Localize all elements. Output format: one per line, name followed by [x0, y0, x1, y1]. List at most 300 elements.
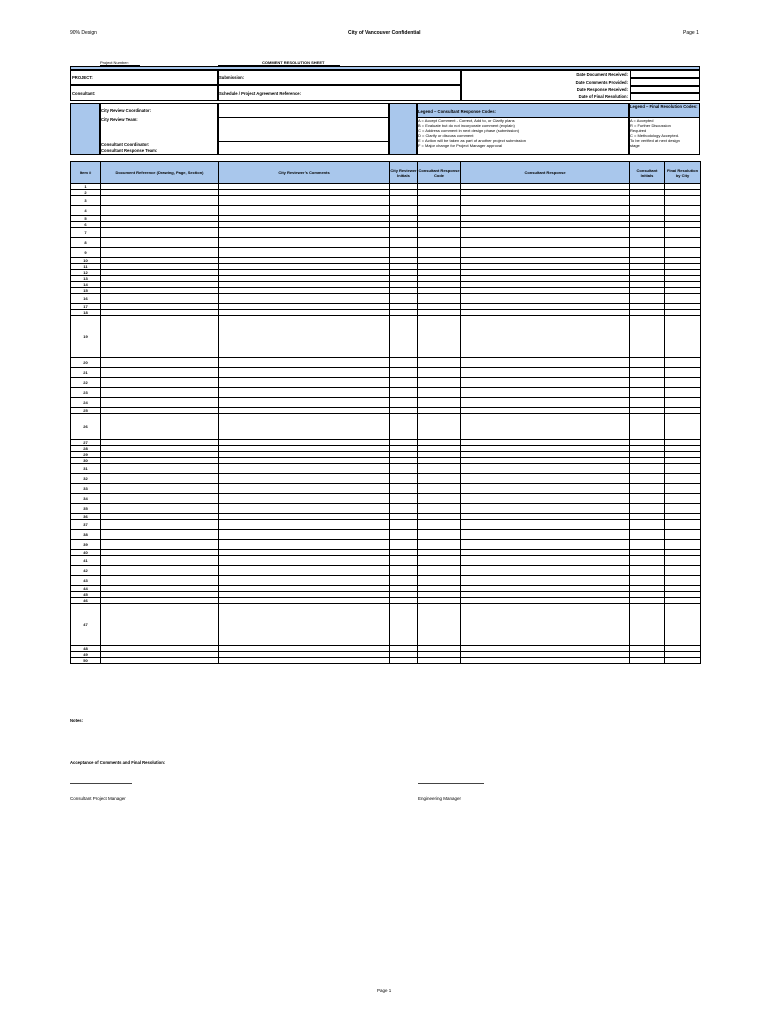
table-cell[interactable] — [418, 566, 461, 576]
item-number-cell: 23 — [71, 388, 101, 398]
table-row — [71, 474, 701, 484]
table-cell[interactable] — [390, 484, 418, 494]
table-cell[interactable] — [101, 316, 219, 358]
table-cell[interactable] — [101, 358, 219, 368]
table-cell[interactable] — [219, 238, 390, 248]
item-number-cell: 3 — [71, 196, 101, 206]
table-cell[interactable] — [390, 378, 418, 388]
table-cell[interactable] — [630, 368, 665, 378]
item-number-cell: 5 — [71, 216, 101, 222]
table-row — [71, 228, 701, 238]
table-cell[interactable] — [219, 228, 390, 238]
table-cell[interactable] — [665, 484, 701, 494]
table-cell[interactable] — [219, 294, 390, 304]
table-cell[interactable] — [101, 520, 219, 530]
date-final-resolution-field[interactable] — [630, 93, 700, 101]
engineering-manager-label: Engineering Manager — [418, 796, 462, 801]
table-cell[interactable] — [101, 388, 219, 398]
table-cell[interactable] — [630, 414, 665, 440]
item-number-cell: 35 — [71, 504, 101, 514]
table-cell[interactable] — [461, 248, 630, 258]
table-cell[interactable] — [390, 294, 418, 304]
table-cell[interactable] — [390, 576, 418, 586]
item-number-cell: 7 — [71, 228, 101, 238]
table-cell[interactable] — [390, 540, 418, 550]
page-number-footer: Page 1 — [377, 988, 392, 993]
table-cell[interactable] — [665, 494, 701, 504]
table-cell[interactable] — [461, 228, 630, 238]
item-number-cell: 16 — [71, 294, 101, 304]
table-cell[interactable] — [665, 398, 701, 408]
table-cell[interactable] — [418, 368, 461, 378]
col-consultant-response-code: Consultant Response Code — [418, 162, 461, 184]
table-cell[interactable] — [418, 378, 461, 388]
table-cell[interactable] — [630, 566, 665, 576]
table-cell[interactable] — [461, 368, 630, 378]
table-cell[interactable] — [219, 520, 390, 530]
table-cell[interactable] — [418, 540, 461, 550]
table-cell[interactable] — [390, 520, 418, 530]
sheet-title: COMMENT RESOLUTION SHEET — [262, 60, 325, 65]
table-cell[interactable] — [418, 504, 461, 514]
table-cell[interactable] — [418, 494, 461, 504]
col-item-number: Item # — [71, 162, 101, 184]
legend-response-code-d: D = Clarify or discuss comment — [418, 133, 474, 138]
table-cell[interactable] — [665, 504, 701, 514]
item-number-cell: 30 — [71, 458, 101, 464]
table-cell[interactable] — [630, 484, 665, 494]
legend-final-title: Legend – Final Resolution Codes: — [630, 104, 698, 109]
item-number-cell: 39 — [71, 540, 101, 550]
table-body — [71, 184, 701, 664]
table-cell[interactable] — [461, 464, 630, 474]
table-cell[interactable] — [219, 368, 390, 378]
table-cell[interactable] — [390, 368, 418, 378]
table-cell[interactable] — [418, 556, 461, 566]
item-number-cell: 10 — [71, 258, 101, 264]
table-cell[interactable] — [418, 520, 461, 530]
table-cell[interactable] — [390, 414, 418, 440]
table-cell[interactable] — [101, 566, 219, 576]
item-number-cell: 47 — [71, 604, 101, 646]
table-cell[interactable] — [390, 658, 418, 664]
item-number-cell: 29 — [71, 452, 101, 458]
table-cell[interactable] — [418, 358, 461, 368]
table-cell[interactable] — [101, 658, 219, 664]
date-comments-provided-field[interactable] — [630, 78, 700, 86]
team-side-band-mid — [389, 103, 417, 155]
table-cell[interactable] — [418, 414, 461, 440]
team-side-band-left — [70, 103, 100, 155]
project-label: PROJECT: — [72, 75, 93, 80]
table-row — [71, 520, 701, 530]
col-document-reference: Document Reference (Drawing, Page, Section) — [101, 162, 219, 184]
table-row — [71, 238, 701, 248]
city-review-coordinator-label: City Review Coordinator: — [101, 108, 152, 113]
team-names-field[interactable] — [218, 103, 389, 155]
item-number-cell: 21 — [71, 368, 101, 378]
table-cell[interactable] — [390, 566, 418, 576]
table-cell[interactable] — [665, 658, 701, 664]
table-cell[interactable] — [219, 464, 390, 474]
table-cell[interactable] — [665, 196, 701, 206]
table-cell[interactable] — [630, 576, 665, 586]
table-cell[interactable] — [665, 388, 701, 398]
table-cell[interactable] — [665, 414, 701, 440]
item-number-cell: 12 — [71, 270, 101, 276]
table-cell[interactable] — [219, 378, 390, 388]
project-number-label: Project Number: — [100, 60, 129, 65]
table-cell[interactable] — [461, 484, 630, 494]
table-cell[interactable] — [630, 474, 665, 484]
item-number-cell: 48 — [71, 646, 101, 652]
item-number-cell: 17 — [71, 304, 101, 310]
table-cell[interactable] — [461, 520, 630, 530]
table-cell[interactable] — [665, 540, 701, 550]
table-cell[interactable] — [665, 474, 701, 484]
table-row — [71, 556, 701, 566]
header-center: City of Vancouver Confidential — [348, 30, 421, 36]
item-number-cell: 43 — [71, 576, 101, 586]
table-cell[interactable] — [630, 238, 665, 248]
table-header-row — [71, 162, 701, 184]
table-row — [71, 566, 701, 576]
table-cell[interactable] — [630, 358, 665, 368]
table-row — [71, 576, 701, 586]
table-cell[interactable] — [630, 530, 665, 540]
item-number-cell: 40 — [71, 550, 101, 556]
item-number-cell: 46 — [71, 598, 101, 604]
table-cell[interactable] — [461, 414, 630, 440]
table-cell[interactable] — [219, 358, 390, 368]
table-cell[interactable] — [630, 520, 665, 530]
date-comments-provided-label: Date Comments Provided: — [575, 80, 628, 85]
table-cell[interactable] — [461, 378, 630, 388]
item-number-cell: 26 — [71, 414, 101, 440]
table-cell[interactable] — [219, 196, 390, 206]
header-left: 90% Design — [70, 30, 97, 36]
table-cell[interactable] — [101, 556, 219, 566]
table-cell[interactable] — [219, 388, 390, 398]
table-cell[interactable] — [390, 196, 418, 206]
table-cell[interactable] — [461, 494, 630, 504]
table-cell[interactable] — [390, 316, 418, 358]
table-cell[interactable] — [630, 658, 665, 664]
item-number-cell: 19 — [71, 316, 101, 358]
legend-response-code-e: E = Action will be taken as part of another project submission — [418, 138, 526, 143]
table-cell[interactable] — [390, 604, 418, 646]
table-cell[interactable] — [461, 604, 630, 646]
table-cell[interactable] — [390, 206, 418, 216]
table-cell[interactable] — [101, 464, 219, 474]
item-number-cell: 45 — [71, 592, 101, 598]
table-cell[interactable] — [630, 604, 665, 646]
item-number-cell: 37 — [71, 520, 101, 530]
table-cell[interactable] — [630, 494, 665, 504]
table-cell[interactable] — [101, 238, 219, 248]
item-number-cell: 15 — [71, 288, 101, 294]
item-number-cell: 49 — [71, 652, 101, 658]
table-cell[interactable] — [101, 494, 219, 504]
table-cell[interactable] — [630, 378, 665, 388]
table-cell[interactable] — [461, 388, 630, 398]
table-cell[interactable] — [461, 540, 630, 550]
table-cell[interactable] — [418, 464, 461, 474]
item-number-cell: 14 — [71, 282, 101, 288]
item-number-cell: 13 — [71, 276, 101, 282]
table-cell[interactable] — [630, 540, 665, 550]
table-cell[interactable] — [101, 196, 219, 206]
table-cell[interactable] — [101, 398, 219, 408]
table-cell[interactable] — [461, 566, 630, 576]
table-cell[interactable] — [461, 238, 630, 248]
item-number-cell: 22 — [71, 378, 101, 388]
table-cell[interactable] — [418, 206, 461, 216]
table-cell[interactable] — [101, 228, 219, 238]
table-cell[interactable] — [665, 464, 701, 474]
table-cell[interactable] — [665, 378, 701, 388]
city-review-team-label: City Review Team: — [101, 117, 138, 122]
table-cell[interactable] — [390, 238, 418, 248]
table-cell[interactable] — [101, 248, 219, 258]
legend-final-line-4: C = Methodology Accepted. — [630, 133, 680, 138]
table-cell[interactable] — [418, 658, 461, 664]
table-cell[interactable] — [665, 604, 701, 646]
header-page: Page 1 — [683, 30, 699, 36]
item-number-cell: 50 — [71, 658, 101, 664]
item-number-cell: 38 — [71, 530, 101, 540]
table-cell[interactable] — [461, 358, 630, 368]
item-number-cell: 25 — [71, 408, 101, 414]
table-cell[interactable] — [461, 504, 630, 514]
table-cell[interactable] — [390, 556, 418, 566]
col-city-reviewer-initials: City Reviewer Initials — [390, 162, 418, 184]
team-divider-2 — [218, 141, 389, 142]
table-cell[interactable] — [665, 556, 701, 566]
table-cell[interactable] — [219, 398, 390, 408]
table-cell[interactable] — [630, 228, 665, 238]
legend-response-code-b: B = Evaluate but do not incorporate comment (explain) — [418, 123, 515, 128]
table-cell[interactable] — [461, 294, 630, 304]
comment-table — [70, 161, 701, 664]
table-cell[interactable] — [461, 206, 630, 216]
table-row — [71, 504, 701, 514]
table-cell[interactable] — [390, 494, 418, 504]
table-cell[interactable] — [461, 658, 630, 664]
table-cell[interactable] — [219, 484, 390, 494]
legend-final-line-1: A = Accepted — [630, 118, 654, 123]
table-cell[interactable] — [665, 566, 701, 576]
table-cell[interactable] — [219, 658, 390, 664]
table-cell[interactable] — [101, 540, 219, 550]
legend-final-list — [630, 118, 680, 148]
item-number-cell: 31 — [71, 464, 101, 474]
table-cell[interactable] — [665, 520, 701, 530]
col-final-resolution: Final Resolution by City — [665, 162, 701, 184]
item-number-cell: 9 — [71, 248, 101, 258]
table-row — [71, 196, 701, 206]
table-row — [71, 378, 701, 388]
legend-final-line-5: To be verified at next design — [630, 138, 680, 143]
table-cell[interactable] — [461, 474, 630, 484]
table-cell[interactable] — [219, 206, 390, 216]
date-response-received-field[interactable] — [630, 86, 700, 93]
notes-label: Notes: — [70, 718, 84, 723]
table-cell[interactable] — [630, 398, 665, 408]
submission-field[interactable] — [218, 70, 461, 85]
date-document-received-field[interactable] — [630, 70, 700, 78]
table-cell[interactable] — [101, 206, 219, 216]
date-response-received-label: Date Response Received: — [576, 87, 628, 92]
item-number-cell: 34 — [71, 494, 101, 504]
table-cell[interactable] — [101, 604, 219, 646]
table-cell[interactable] — [630, 388, 665, 398]
table-cell[interactable] — [219, 414, 390, 440]
table-row — [71, 414, 701, 440]
consultant-coordinator-label: Consultant Coordinator: — [101, 142, 150, 147]
table-cell[interactable] — [390, 358, 418, 368]
table-cell[interactable] — [418, 604, 461, 646]
schedule-label: Schedule / Project Agreement Reference: — [219, 91, 301, 96]
table-cell[interactable] — [390, 530, 418, 540]
table-cell[interactable] — [418, 228, 461, 238]
table-cell[interactable] — [630, 504, 665, 514]
table-cell[interactable] — [665, 294, 701, 304]
table-cell[interactable] — [630, 316, 665, 358]
table-cell[interactable] — [630, 294, 665, 304]
date-final-resolution-label: Date of Final Resolution: — [578, 94, 628, 99]
item-number-cell: 20 — [71, 358, 101, 368]
table-cell[interactable] — [101, 484, 219, 494]
table-cell[interactable] — [390, 464, 418, 474]
item-number-cell: 4 — [71, 206, 101, 216]
table-cell[interactable] — [665, 248, 701, 258]
table-cell[interactable] — [418, 238, 461, 248]
table-cell[interactable] — [418, 294, 461, 304]
consultant-label: Consultant: — [72, 91, 96, 96]
table-cell[interactable] — [630, 248, 665, 258]
table-cell[interactable] — [390, 474, 418, 484]
legend-response-code-a: A = Accept Comment - Correct, Add to, or Clarify plans — [418, 118, 515, 123]
table-cell[interactable] — [219, 474, 390, 484]
item-number-cell: 28 — [71, 446, 101, 452]
legend-response-title: Legend – Consultant Response Codes: — [418, 109, 496, 114]
legend-final-line-2: R = Further Discussion — [630, 123, 671, 128]
table-cell[interactable] — [418, 316, 461, 358]
table-cell[interactable] — [665, 316, 701, 358]
table-cell[interactable] — [101, 530, 219, 540]
item-number-cell: 32 — [71, 474, 101, 484]
legend-final-line-3: Required — [630, 128, 647, 133]
table-cell[interactable] — [630, 206, 665, 216]
table-row — [71, 294, 701, 304]
table-cell[interactable] — [630, 196, 665, 206]
table-row — [71, 316, 701, 358]
table-cell[interactable] — [461, 576, 630, 586]
table-cell[interactable] — [219, 540, 390, 550]
table-cell[interactable] — [418, 530, 461, 540]
table-cell[interactable] — [219, 494, 390, 504]
table-cell[interactable] — [101, 368, 219, 378]
table-cell[interactable] — [461, 530, 630, 540]
table-cell[interactable] — [390, 398, 418, 408]
legend-response-list — [418, 118, 526, 148]
table-cell[interactable] — [219, 576, 390, 586]
table-row — [71, 358, 701, 368]
table-cell[interactable] — [418, 388, 461, 398]
item-number-cell: 44 — [71, 586, 101, 592]
table-cell[interactable] — [665, 368, 701, 378]
table-cell[interactable] — [101, 378, 219, 388]
table-cell[interactable] — [418, 248, 461, 258]
table-cell[interactable] — [665, 530, 701, 540]
table-cell[interactable] — [665, 576, 701, 586]
table-cell[interactable] — [461, 398, 630, 408]
table-cell[interactable] — [390, 248, 418, 258]
table-cell[interactable] — [418, 576, 461, 586]
table-cell[interactable] — [461, 316, 630, 358]
table-cell[interactable] — [665, 238, 701, 248]
table-row — [71, 464, 701, 474]
table-cell[interactable] — [219, 566, 390, 576]
table-cell[interactable] — [219, 530, 390, 540]
table-cell[interactable] — [101, 576, 219, 586]
col-consultant-initials: Consultant Initials — [630, 162, 665, 184]
consultant-signature-line[interactable] — [70, 783, 132, 784]
table-cell[interactable] — [630, 464, 665, 474]
table-cell[interactable] — [418, 196, 461, 206]
col-city-reviewer-comments: City Reviewer’s Comments — [219, 162, 390, 184]
table-cell[interactable] — [101, 294, 219, 304]
acceptance-label: Acceptance of Comments and Final Resolution: — [70, 760, 166, 765]
table-cell[interactable] — [390, 504, 418, 514]
table-cell[interactable] — [219, 504, 390, 514]
item-number-cell: 11 — [71, 264, 101, 270]
table-cell[interactable] — [665, 358, 701, 368]
col-consultant-response: Consultant Response — [461, 162, 630, 184]
legend-response-code-f: F = Major change for Project Manager approval — [418, 143, 502, 148]
item-number-cell: 27 — [71, 440, 101, 446]
table-cell[interactable] — [219, 604, 390, 646]
table-cell[interactable] — [101, 504, 219, 514]
table-cell[interactable] — [101, 474, 219, 484]
table-cell[interactable] — [219, 556, 390, 566]
table-cell[interactable] — [219, 248, 390, 258]
table-cell[interactable] — [390, 388, 418, 398]
table-cell[interactable] — [665, 206, 701, 216]
table-cell[interactable] — [101, 414, 219, 440]
table-row — [71, 604, 701, 646]
table-cell[interactable] — [665, 228, 701, 238]
table-cell[interactable] — [418, 484, 461, 494]
item-number-cell: 6 — [71, 222, 101, 228]
item-number-cell: 41 — [71, 556, 101, 566]
table-row — [71, 484, 701, 494]
table-row — [71, 388, 701, 398]
table-cell[interactable] — [630, 556, 665, 566]
engineering-signature-line[interactable] — [418, 783, 484, 784]
table-cell[interactable] — [418, 398, 461, 408]
legend-final-line-6: stage — [630, 143, 640, 148]
table-cell[interactable] — [461, 556, 630, 566]
table-cell[interactable] — [390, 228, 418, 238]
date-document-received-label: Date Document Received: — [576, 72, 628, 77]
table-cell[interactable] — [461, 196, 630, 206]
table-cell[interactable] — [418, 474, 461, 484]
table-row — [71, 368, 701, 378]
table-cell[interactable] — [219, 316, 390, 358]
item-number-cell: 36 — [71, 514, 101, 520]
